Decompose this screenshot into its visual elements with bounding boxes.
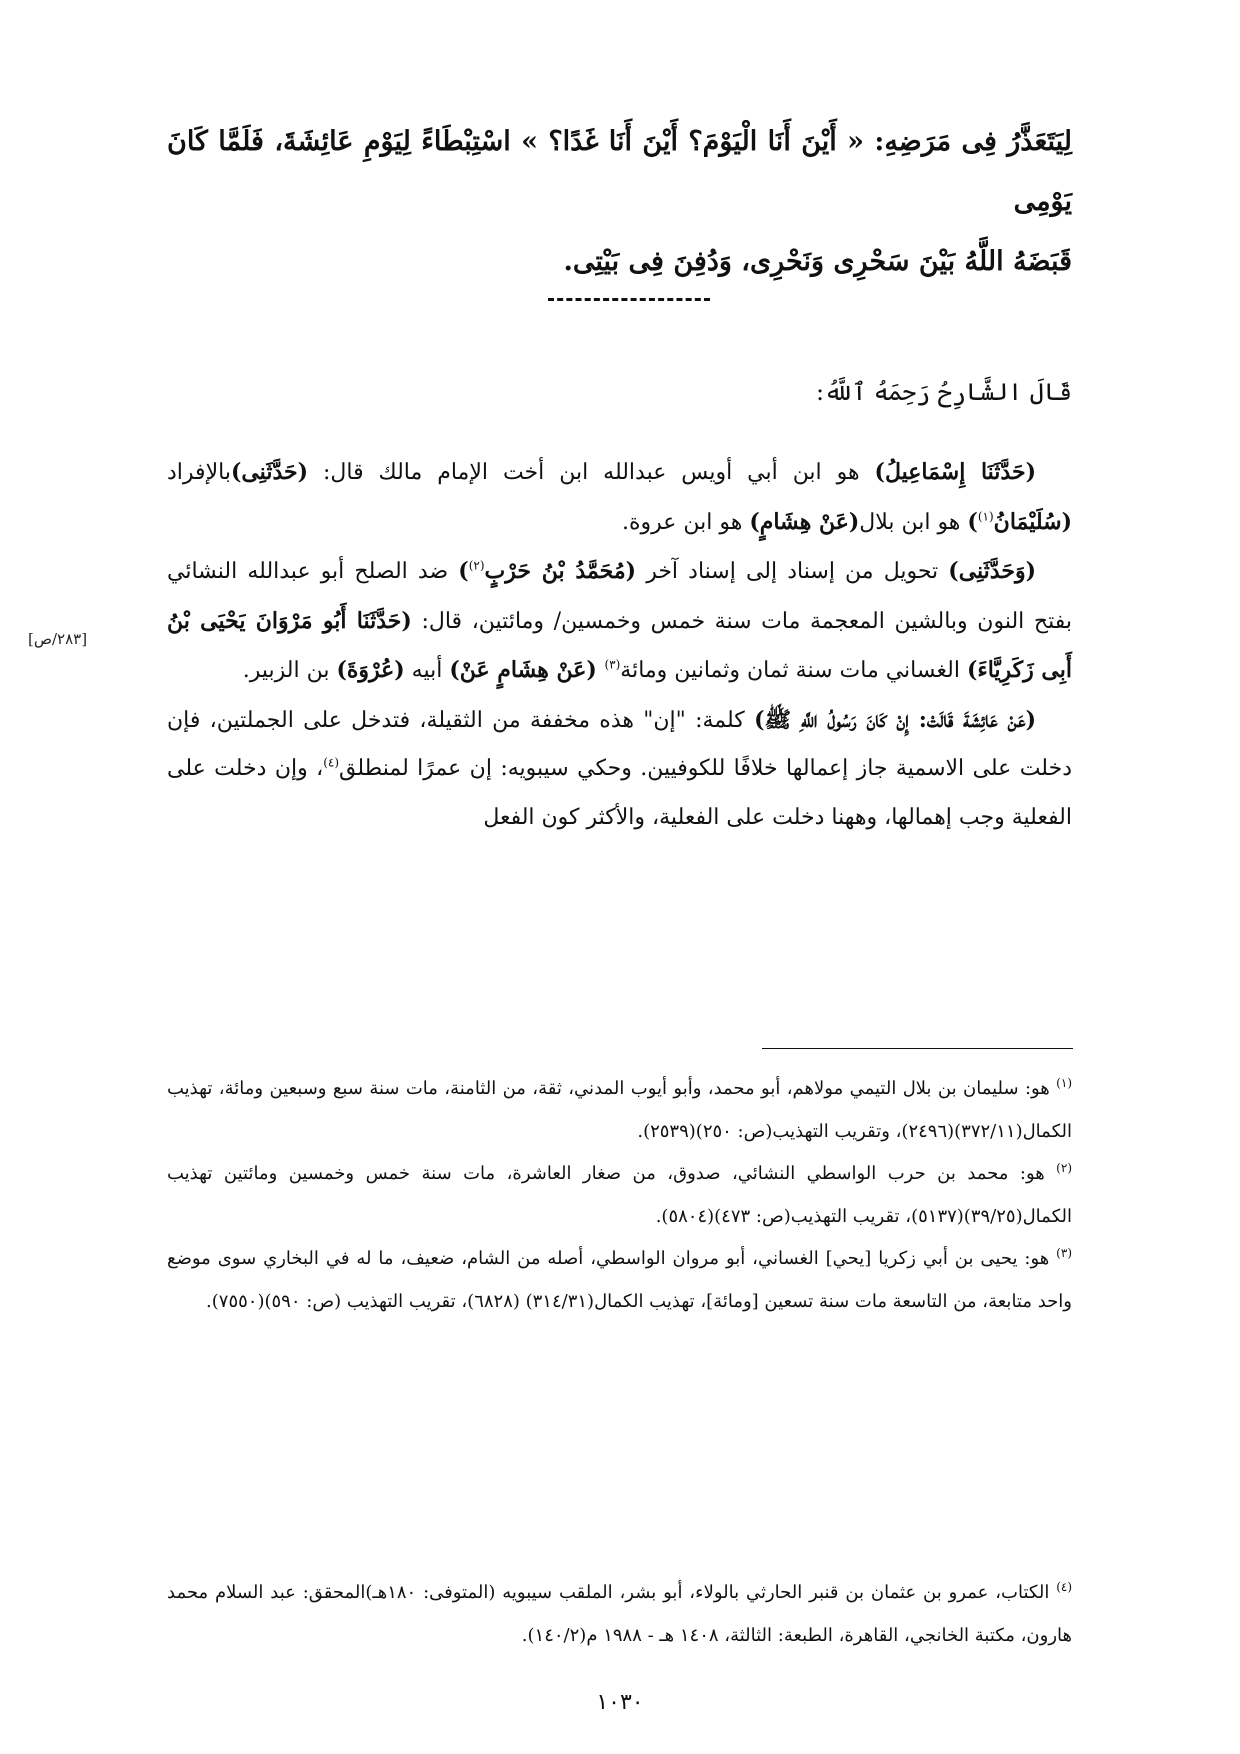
commentary-text: أبيه: [404, 658, 450, 683]
narrator-phrase: (عَنْ هِشَامٍ عَنْ): [449, 657, 605, 683]
footnotes-group-2: [167, 1572, 1072, 1657]
narrator-phrase: ): [458, 558, 469, 584]
commentary-paragraph-2: [167, 547, 1072, 696]
hadith-text: [167, 112, 1072, 292]
narrator-phrase: (عُرْوَةَ): [336, 657, 405, 683]
footnote-text: الكتاب، عمرو بن عثمان بن قنبر الحارثي بالولاء، أبو بشر، الملقب سيبويه (المتوفى: ١٨٠هـ)المحقق: عبد السلام محمد هارون، مكتبة الخانجي، القاهرة، الطبعة: الثالثة، ١٤٠٨ هـ - ١٩٨٨ م(١٤٠/٢).: [167, 1582, 1072, 1646]
commentary-text: ضد الصلح أبو عبدالله النشائي بفتح النون وبالشين المعجمة مات سنة خمس وخمسين/ ومائتين، قال:: [167, 559, 1072, 634]
narrator-phrase: (وَحَدَّثَنِى): [948, 558, 1036, 584]
narrator-phrase: ): [967, 508, 978, 535]
footnote-number: (٢): [1056, 1161, 1072, 1175]
footnote-2: [167, 1153, 1072, 1238]
commentary-paragraph-1b: [167, 498, 1072, 548]
footnote-ref[interactable]: (٣): [604, 657, 621, 672]
margin-page-reference: [٢٨٣/ص]: [28, 630, 88, 648]
narrator-phrase: (مُحَمَّدُ بْنُ حَرْبٍ: [484, 558, 637, 584]
footnote-text: هو: يحيى بن أبي زكريا [يحي] الغساني، أبو مروان الواسطي، أصله من الشام، ضعيف، ما له في البخاري سوى موضع واحد متابعة، من التاسعة مات سنة تسعين [ومائة]، تهذيب الكمال(٣١٤/٣١) (٦٨٢٨)، تقريب التهذيب (ص: ٥٩٠)(٧٥٥٠).: [167, 1248, 1072, 1312]
commentary-text: بن الزبير.: [242, 658, 337, 683]
footnote-number: (١): [1056, 1076, 1072, 1090]
footnote-4: [167, 1572, 1072, 1657]
commentary-text: كلمة: "إن" هذه مخففة من الثقيلة، فتدخل على الجملتين، فإن دخلت على الاسمية جاز إعمالها خلافًا للكوفيين. وحكي سيبويه: إن عمرًا لمنطلق: [167, 707, 1072, 781]
narrator-phrase: (حَدَّثَنَا أَبُو مَرْوَانَ يَحْيَى بْنُ أَبِى زَكَرِيَّاءَ): [167, 607, 1072, 683]
commentary-text: هو ابن عروة.: [621, 509, 750, 535]
footnote-3: [167, 1238, 1072, 1323]
dashed-separator: [548, 298, 710, 301]
footnote-ref[interactable]: (٤): [323, 755, 340, 770]
footnote-rule: [762, 1048, 1073, 1049]
narrator-phrase: (حَدَّثَنِى): [230, 459, 309, 485]
commentary-paragraph-1: [167, 448, 1072, 498]
page-number: ١٠٣٠: [596, 1690, 644, 1715]
commentary-heading: قَالَ الشَّارِحُ رَحِمَهُ ٱللَّهُ:: [816, 378, 1072, 406]
footnotes-group: [167, 1068, 1072, 1323]
commentary-text: بالإفراد: [167, 460, 231, 485]
footnote-number: (٤): [1056, 1580, 1073, 1594]
footnote-ref[interactable]: (٢): [468, 558, 485, 573]
footnote-text: هو: سليمان بن بلال التيمي مولاهم، أبو محمد، وأبو أيوب المدني، ثقة، من الثامنة، مات سنة سبع وسبعين ومائة، تهذيب الكمال(٣٧٢/١١)(٢٤٩٦)، وتقريب التهذيب(ص: ٢٥٠)(٢٥٣٩).: [167, 1078, 1072, 1142]
commentary-text: تحويل من إسناد إلى إسناد آخر: [636, 559, 949, 584]
commentary-paragraph-3: [167, 696, 1072, 843]
footnote-ref[interactable]: (١): [977, 509, 994, 524]
commentary-text: ، وإن دخلت على الفعلية وجب إهمالها، وههنا دخلت على الفعلية، والأكثر كون الفعل: [167, 756, 1072, 830]
narrator-phrase: (حَدَّثَنَا إِسْمَاعِيلُ): [874, 459, 1036, 485]
hadith-line-1: لِيَتَعَذَّرُ فِى مَرَضِهِ: « أَيْنَ أَنَا الْيَوْمَ؟ أَيْنَ أَنَا غَدًا؟ » اسْتِبْطَاءً لِيَوْمِ عَائِشَةَ، فَلَمَّا كَانَ يَوْمِى: [167, 126, 1072, 217]
footnote-1: [167, 1068, 1072, 1153]
footnote-text: هو: محمد بن حرب الواسطي النشائي، صدوق، من صغار العاشرة، مات سنة خمس وخمسين ومائتين تهذيب الكمال(٣٩/٢٥)(٥١٣٧)، تقريب التهذيب(ص: ٤٧٣)(٥٨٠٤).: [167, 1163, 1072, 1227]
commentary-body: [167, 448, 1072, 842]
narrator-phrase: (سُلَيْمَانُ: [993, 508, 1072, 535]
hadith-line-2: قَبَضَهُ اللَّهُ بَيْنَ سَحْرِى وَنَحْرِى، وَدُفِنَ فِى بَيْتِى.: [563, 246, 1072, 277]
commentary-text: هو ابن أبي أويس عبدالله ابن أخت الإمام مالك قال:: [308, 460, 875, 485]
commentary-text: الغساني مات سنة ثمان وثمانين ومائة: [620, 658, 967, 683]
commentary-text: هو ابن بلال: [859, 509, 968, 535]
footnote-number: (٣): [1056, 1246, 1072, 1260]
narrator-phrase: (عَنْ هِشَامٍ): [749, 508, 860, 535]
hadith-phrase: (عَنْ عَائِشَةَ قَالَتْ: إِنْ كَانَ رَسُولُ اللَّهِ ﷺ): [754, 706, 1037, 733]
